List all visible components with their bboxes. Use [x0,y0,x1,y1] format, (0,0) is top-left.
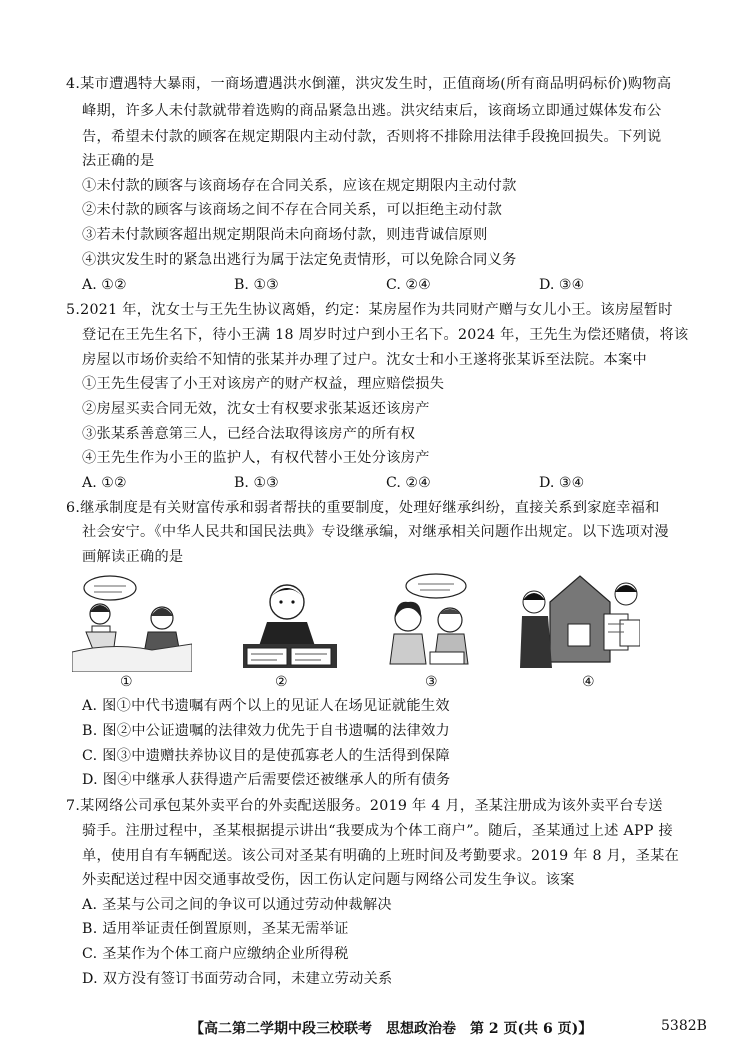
q4-item-1: ①未付款的顾客与该商场存在合同关系，应该在规定期限内主动付款 [82,178,517,194]
q5-item-2: ②房屋买卖合同无效，沈女士有权要求张某返还该房产 [82,401,430,417]
q5-stem-line-3: 房屋以市场价卖给不知情的张某并办理了过户。沈女士和小王遂将张某诉至法院。本案中 [82,352,648,368]
cartoon-2-label: ② [275,674,288,690]
q7-option-c: C. 圣某作为个体工商户应缴纳企业所得税 [82,946,349,962]
cartoon-2-image [225,572,345,672]
q5-option-d: D. ③④ [539,475,585,491]
cartoon-3-label: ③ [425,674,438,690]
q7-stem-line-2: 骑手。注册过程中，圣某根据提示讲出“我要成为个体工商户”。随后，圣某通过上述 APP 接 [82,823,674,839]
q6-stem-line-3: 画解读正确的是 [82,549,184,565]
page-footer: 【高二第二学期中段三校联考 思想政治卷 第 2 页(共 6 页)】 [190,1021,593,1037]
q5-stem-line-2: 登记在王先生名下，待小王满 18 周岁时过户到小王名下。2024 年，王先生为偿还赌债，将该 [82,327,689,343]
q5-option-a: A. ①② [82,475,127,491]
q4-stem-line-3: 告，希望未付款的顾客在规定期限内主动付款，否则将不排除用法律手段挽回损失。下列说 [82,129,662,145]
cartoon-4-image [520,572,640,672]
q7-option-a: A. 圣某与公司之间的争议可以通过劳动仲裁解决 [82,897,392,913]
cartoon-1-image [72,572,192,672]
q6-stem-line-2: 社会安宁。《中华人民共和国民法典》专设继承编，对继承相关问题作出规定。以下选项对漫 [82,524,669,540]
q5-option-b: B. ①③ [234,475,279,491]
q4-option-a: A. ①② [82,277,127,293]
q6-option-d: D. 图④中继承人获得遗产后需要偿还被继承人的所有债务 [82,772,451,788]
q7-stem-line-1: 7.某网络公司承包某外卖平台的外卖配送服务。2019 年 4 月，圣某注册成为该外卖平台专送 [66,798,663,814]
cartoon-1-label: ① [120,674,133,690]
q4-stem-line-4: 法正确的是 [82,153,155,169]
q4-option-b: B. ①③ [234,277,279,293]
q6-stem-line-1: 6.继承制度是有关财富传承和弱者帮扶的重要制度，处理好继承纠纷，直接关系到家庭幸福和 [66,500,660,516]
q7-option-d: D. 双方没有签订书面劳动合同，未建立劳动关系 [82,971,393,987]
q7-stem-line-3: 单，使用自有车辆配送。该公司对圣某有明确的上班时间及考勤要求。2019 年 8 月，圣某在 [82,848,680,864]
cartoon-3-image [378,572,488,672]
q4-option-c: C. ②④ [386,277,431,293]
cartoon-4-label: ④ [582,674,595,690]
q4-item-2: ②未付款的顾客与该商场之间不存在合同关系，可以拒绝主动付款 [82,202,503,218]
q5-item-1: ①王先生侵害了小王对该房产的财产权益，理应赔偿损失 [82,376,445,392]
q6-option-b: B. 图②中公证遗嘱的法律效力优先于自书遗嘱的法律效力 [82,723,451,739]
q4-option-d: D. ③④ [539,277,585,293]
q4-stem-line-1: 4.某市遭遇特大暴雨，一商场遭遇洪水倒灌，洪灾发生时，正值商场(所有商品明码标价)购物高 [66,76,672,92]
q7-option-b: B. 适用举证责任倒置原则，圣某无需举证 [82,921,349,937]
q5-item-4: ④王先生作为小王的监护人，有权代替小王处分该房产 [82,450,430,466]
q6-option-a: A. 图①中代书遗嘱有两个以上的见证人在场见证就能生效 [82,698,450,714]
q4-item-3: ③若未付款顾客超出规定期限尚未向商场付款，则违背诚信原则 [82,227,488,243]
paper-code: 5382B [661,1018,707,1034]
q5-item-3: ③张某系善意第三人，已经合法取得该房产的所有权 [82,426,416,442]
q5-stem-line-1: 5.2021 年，沈女士与王先生协议离婚，约定：某房屋作为共同财产赠与女儿小王。该房屋暂时 [66,302,673,318]
q6-option-c: C. 图③中遗赠扶养协议目的是使孤寡老人的生活得到保障 [82,748,450,764]
q5-option-c: C. ②④ [386,475,431,491]
q7-stem-line-4: 外卖配送过程中因交通事故受伤，因工伤认定问题与网络公司发生争议。该案 [82,872,575,888]
q4-stem-line-2: 峰期，许多人未付款就带着选购的商品紧急出逃。洪灾结束后，该商场立即通过媒体发布公 [82,103,662,119]
q4-item-4: ④洪灾发生时的紧急出逃行为属于法定免责情形，可以免除合同义务 [82,252,517,268]
